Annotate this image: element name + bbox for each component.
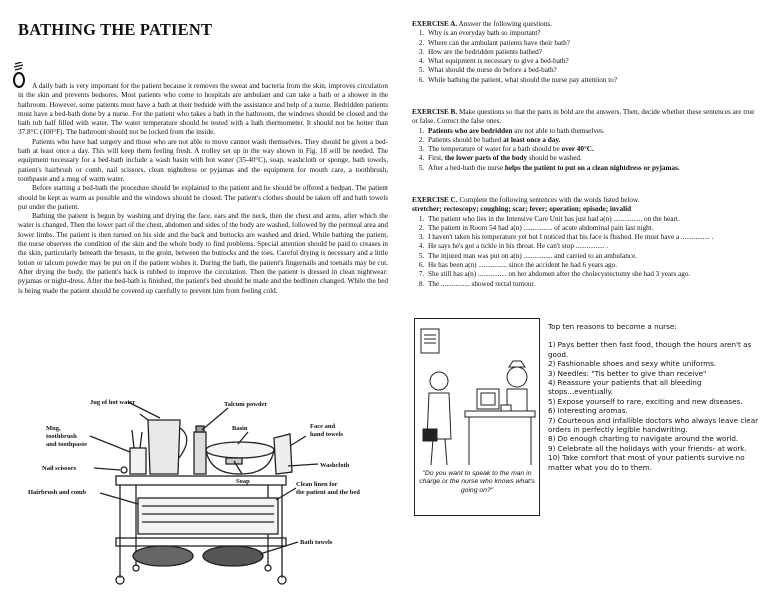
list-item: 3. I haven't taken his temperature yet but I noticed that his face is flushed. He must have a ................ . [426, 233, 762, 242]
list-item: 5. After a bed-bath the nurse helps the patient to put on a clean nightdress or pyjamas. [426, 164, 762, 173]
label-hairbrush: Hairbrush and comb [28, 489, 87, 496]
exercise-b-instruction: Make questions so that the parts in bold are the answers. Then, decide whether these sentences are true or false. Correct the false ones. [412, 108, 755, 126]
word-list: stretcher; rectoscopy; coughing; scar; fever; operation; episode; invalid [412, 205, 632, 214]
label-mug: and toothpaste [46, 441, 87, 448]
exercise-a-instruction: Answer the following questions. [457, 20, 552, 28]
list-item: 1. Patients who are bedridden are not able to bath themselves. [426, 127, 762, 136]
list-item: 10) Take comfort that most of your patients survive no matter what you do to them. [548, 453, 745, 472]
page-title: BATHING THE PATIENT [18, 20, 213, 39]
label-basin: Basin [232, 425, 248, 432]
list-item: 5. What should the nurse do before a bed-bath? [426, 66, 762, 75]
list-item: 3. The temperature of water for a bath should be over 40°C. [426, 145, 762, 154]
list-item: 9) Celebrate all the holidays with your friends- at work. [548, 443, 747, 453]
exercise-c [412, 196, 762, 289]
list-item: 4. First, the lower parts of the body should be washed. [426, 154, 762, 163]
label-face-towels: hand towels [310, 431, 344, 438]
label-soap: Soap [236, 478, 250, 485]
label-bath-towels: Bath towels [300, 539, 333, 546]
list-item: 1) Pays better then fast food, though the hours aren't as good. [548, 340, 752, 359]
label-talcum: Talcum powder [224, 401, 268, 408]
list-item: 2. The patient in Room 54 had a(n) ................ of acute abdominal pain last night. [426, 224, 762, 233]
list-item: 7. She still has a(n) ................ on her abdomen after the cholecystectomy she had 3 years ago. [426, 270, 762, 279]
list-item: 2. Where can the ambulant patients have their bath? [426, 39, 762, 48]
paragraph: A daily bath is very important for the patient because it removes the sweat and bacteria from the skin, improves circulation in the skin and prevents bedsores. Most patients who come to hospitals are ambulant and can take a bath or a shower in the bathroom. However, some patients must have a bath at their bedside with the assistance and help of a nurse. Bedridden patients must have a bed-bath done by a nurse. For the patient who takes a bath in the bathroom, the windows should be closed and the bath tub half filled with water. The water temperature should be tested with a bath thermometer. It should not be hotter than 37.8°C (100°F). The bathroom should not be locked from the inside. [18, 82, 388, 137]
list-item: 5. The injured man was put on a(n) ................ and carried to an ambulance. [426, 252, 762, 261]
bath-trolley-illustration [28, 388, 388, 586]
paragraph: Patients who have had surgery and those who are not able to move cannot wash themselves. They should be given a bed-bath at least once a day. This will keep them feeling fresh. A trolley set up in the way shown in Fig. 18 will be needed. The equipment necessary for a bed-bath include a wash basin with hot water (35-40°C), soap, washcloth or sponge, bath towels, patient's hairbrush or comb, nail scissors, clean nightdress or pyjamas and the equipment for mouth care, a toothbrush, toothpaste and a mug of warm water. [18, 137, 388, 183]
exercise-a-heading: EXERCISE A. [412, 20, 458, 28]
list-item: 6. He has been a(n) ................ since the accident he had 6 years ago. [426, 261, 762, 270]
exercise-b-heading: EXERCISE B. [412, 108, 458, 116]
exercise-b [412, 108, 762, 173]
list-item: 2. Patients should be bathed at least once a day. [426, 136, 762, 145]
label-washcloth: Washcloth [320, 462, 350, 469]
label-clean-linen: the patient and the bed [296, 489, 360, 496]
exercise-a [412, 20, 762, 85]
list-item: 7) Courteous and infallible doctors who always leave clear orders in perfectly legible handwriting. [548, 415, 759, 435]
list-item: 3. How are the bedridden patients bathed? [426, 48, 762, 57]
list-item: 8) Do enough charting to navigate around the world. [548, 434, 739, 444]
label-clean-linen: Clean linen for [296, 481, 338, 488]
label-face-towels: Face and [310, 423, 336, 430]
label-mug: Mug, [46, 425, 61, 432]
list-item: 6. While bathing the patient, what should the nurse pay attention to? [426, 76, 762, 85]
list-item: 4) Reassure your patients that all bleeding stops...eventually. [548, 378, 702, 397]
paragraph: Before starting a bed-bath the procedure should be explained to the patient and he should be offered a bedpan. The patient should be kept as warm as possible and the windows should be closed. The patient's clothes should be taken off and bath towels put under the patient. [18, 184, 388, 211]
exercise-c-heading: EXERCISE C. [412, 196, 458, 204]
label-nail-scissors: Nail scissors [42, 465, 77, 472]
list-item: 6) Interesting aromas. [548, 406, 628, 416]
list-item: 1. The patient who lies in the Intensive Care Unit has just had a(n) ................ on the heart. [426, 215, 762, 224]
article-body [18, 82, 388, 296]
list-item: 5) Expose yourself to rare, exciting and new diseases. [548, 396, 743, 406]
list-item: 1. Why is an everyday bath so important? [426, 29, 762, 38]
cartoon-caption: "Do you want to speak to the man in charge or the nurse who knows what's going on?" [419, 470, 535, 494]
label-jug: Jug of hot water [90, 399, 136, 406]
reasons-list [548, 322, 764, 472]
list-item: 2) Fashionable shoes and sexy white uniforms. [548, 359, 717, 369]
label-mug: toothbrush [46, 433, 77, 440]
list-item: 3) Needles: "Tis better to give than receive" [548, 368, 707, 378]
exercise-c-instruction: Complete the following sentences with the words listed below. [457, 196, 640, 204]
reasons-heading: Top ten reasons to become a nurse: [548, 322, 677, 331]
list-item: 8. The ................ showed rectal tumour. [426, 280, 762, 289]
cartoon-drawing-icon [415, 319, 539, 469]
paragraph: Bathing the patient is begun by washing and drying the face, ears and the neck, then the chest and arms, after which the water is changed. Then the lower part of the chest, abdomen and sides of the body are washed, followed by the perineal area and lower limbs. The patient is then turned on his side and the back and buttocks are washed and dried. While bathing the patient, the nurse observes the condition of the skin and the whole body to find problems. Special attention should be paid to creases in the skin, particularly beneath the breasts, in the groin, between the buttocks and the toes. Careful drying is necessary and a little lotion or talcum powder may be put on if the patient wishes it. During the bath, the patient's fingernails and toenails may be cut. After drying the body, the patient's back is rubbed to improve the circulation. Then the patient is dressed in clean nightwear: pyjamas or night-dress. After the bed-bath is finished, the patient's bed should be made and the bedlinen changed. While the bed is being made the patient should be covered up carefully to prevent him from feeling cold. [18, 212, 388, 295]
list-item: 4. He says he's got a tickle in his throat. He can't stop ................ . [426, 242, 762, 251]
list-item: 4. What equipment is necessary to give a bed-bath? [426, 57, 762, 66]
